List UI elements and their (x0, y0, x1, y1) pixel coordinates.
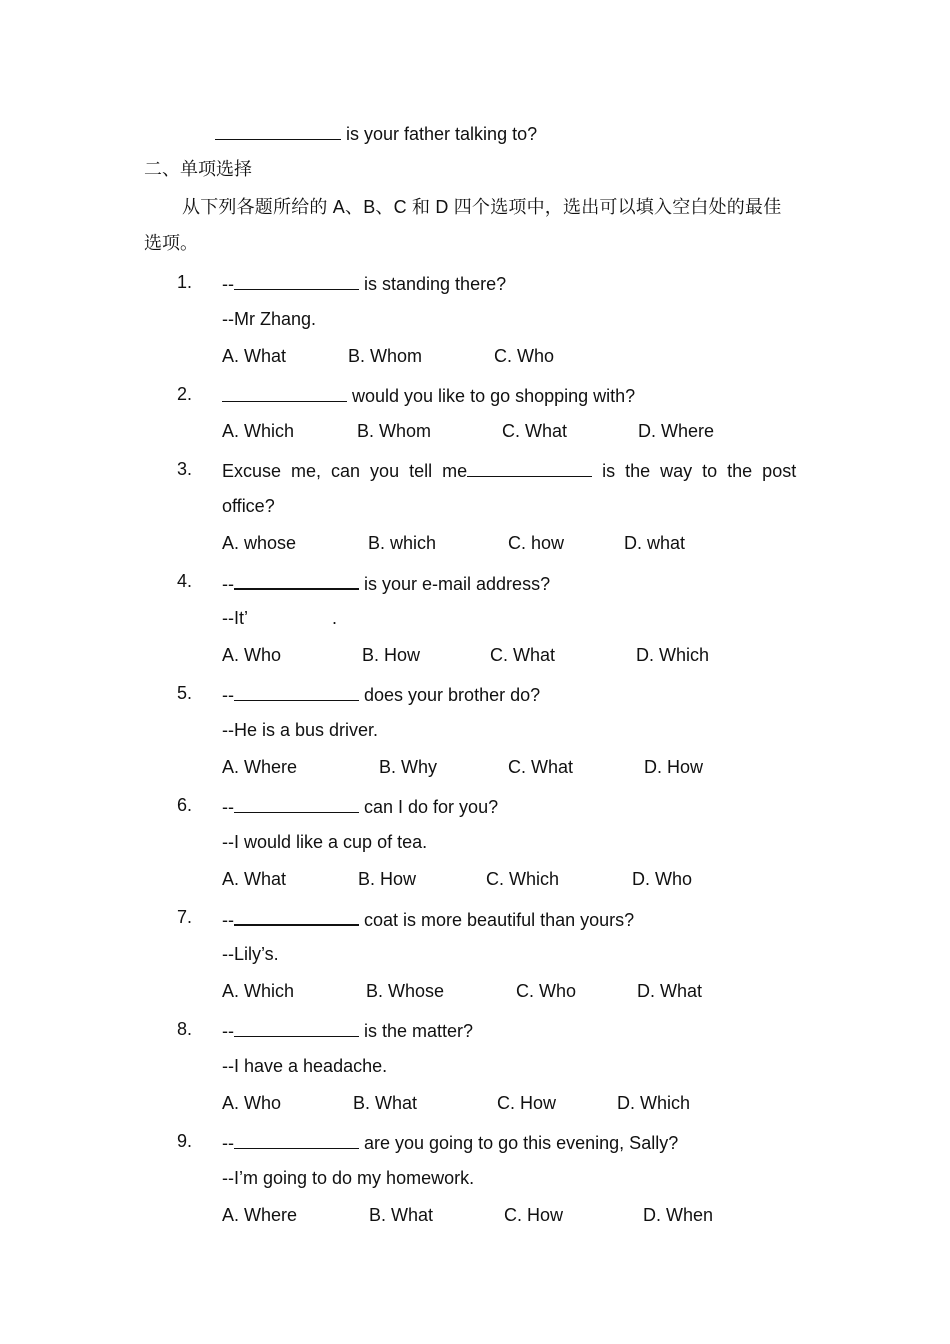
question-number: 5. (177, 683, 193, 703)
option-b[interactable]: B. What (369, 1205, 434, 1225)
question-stem: -- is standing there? (222, 271, 506, 295)
answer-blank[interactable] (234, 1130, 359, 1149)
option-a[interactable]: A. Who (222, 1093, 282, 1113)
option-a[interactable]: A. Where (222, 757, 298, 777)
section-instruction: 从下列各题所给的 A、B、C 和 D 四个选项中，选出可以填入空白处的最佳 (182, 197, 782, 217)
option-c[interactable]: C. How (497, 1093, 557, 1113)
question-number: 1. (177, 272, 193, 292)
answer-blank[interactable] (234, 906, 359, 926)
option-d[interactable]: D. Where (638, 421, 715, 441)
question-answer-end: . (332, 608, 338, 628)
option-c[interactable]: C. Who (516, 981, 577, 1001)
option-b[interactable]: B. How (358, 869, 417, 889)
question-number: 6. (177, 795, 193, 815)
option-c[interactable]: C. how (508, 533, 565, 553)
option-d[interactable]: D. what (624, 533, 686, 553)
answer-blank[interactable] (234, 682, 359, 701)
option-b[interactable]: B. Whose (366, 981, 445, 1001)
question-stem: -- is your e-mail address? (222, 570, 550, 595)
option-b[interactable]: B. Whom (357, 421, 432, 441)
option-c[interactable]: C. How (504, 1205, 564, 1225)
question-stem: -- does your brother do? (222, 682, 540, 706)
question-number: 4. (177, 571, 193, 591)
question-answer: --He is a bus driver. (222, 720, 379, 740)
question-answer: --It’ (222, 608, 248, 628)
answer-blank[interactable] (234, 570, 359, 590)
question-stem: -- are you going to go this evening, Sally? (222, 1130, 678, 1154)
answer-blank[interactable] (234, 794, 359, 813)
question-stem: -- coat is more beautiful than yours? (222, 906, 634, 931)
option-a[interactable]: A. Who (222, 645, 282, 665)
option-b[interactable]: B. What (353, 1093, 418, 1113)
option-b[interactable]: B. How (362, 645, 421, 665)
option-a[interactable]: A. Which (222, 421, 295, 441)
question-stem: -- is the matter? (222, 1018, 473, 1042)
answer-blank[interactable] (215, 121, 341, 140)
option-c[interactable]: C. Which (486, 869, 560, 889)
question-stem: would you like to go shopping with? (222, 383, 635, 407)
answer-blank[interactable] (234, 271, 359, 290)
question-answer: --Mr Zhang. (222, 309, 317, 329)
option-d[interactable]: D. Which (617, 1093, 691, 1113)
question-answer: --I’m going to do my homework. (222, 1168, 475, 1188)
option-d[interactable]: D. Which (636, 645, 710, 665)
option-a[interactable]: A. What (222, 346, 287, 366)
answer-blank[interactable] (222, 383, 347, 402)
question-stem-cont: office? (222, 496, 275, 516)
option-a[interactable]: A. Which (222, 981, 295, 1001)
top-question: is your father talking to? (215, 121, 537, 145)
option-c[interactable]: C. What (508, 757, 574, 777)
option-a[interactable]: A. Where (222, 1205, 298, 1225)
option-c[interactable]: C. What (490, 645, 556, 665)
question-number: 2. (177, 384, 193, 404)
option-d[interactable]: D. How (644, 757, 704, 777)
option-b[interactable]: B. Whom (348, 346, 423, 366)
option-a[interactable]: A. whose (222, 533, 297, 553)
question-answer: --Lily’s. (222, 944, 279, 964)
answer-blank[interactable] (234, 1018, 359, 1037)
option-c[interactable]: C. Who (494, 346, 555, 366)
question-stem: Excuse me, can you tell me is the way to the post (222, 458, 796, 482)
question-number: 7. (177, 907, 193, 927)
option-d[interactable]: D. Who (632, 869, 693, 889)
option-b[interactable]: B. which (368, 533, 437, 553)
question-stem: -- can I do for you? (222, 794, 498, 818)
option-a[interactable]: A. What (222, 869, 287, 889)
question-number: 9. (177, 1131, 193, 1151)
question-number: 3. (177, 459, 193, 479)
option-b[interactable]: B. Why (379, 757, 438, 777)
question-answer: --I would like a cup of tea. (222, 832, 428, 852)
question-number: 8. (177, 1019, 193, 1039)
option-c[interactable]: C. What (502, 421, 568, 441)
answer-blank[interactable] (467, 458, 592, 477)
section-heading: 二、单项选择 (144, 159, 252, 179)
section-instruction-cont: 选项。 (144, 233, 198, 253)
option-d[interactable]: D. What (637, 981, 703, 1001)
option-d[interactable]: D. When (643, 1205, 714, 1225)
question-answer: --I have a headache. (222, 1056, 388, 1076)
